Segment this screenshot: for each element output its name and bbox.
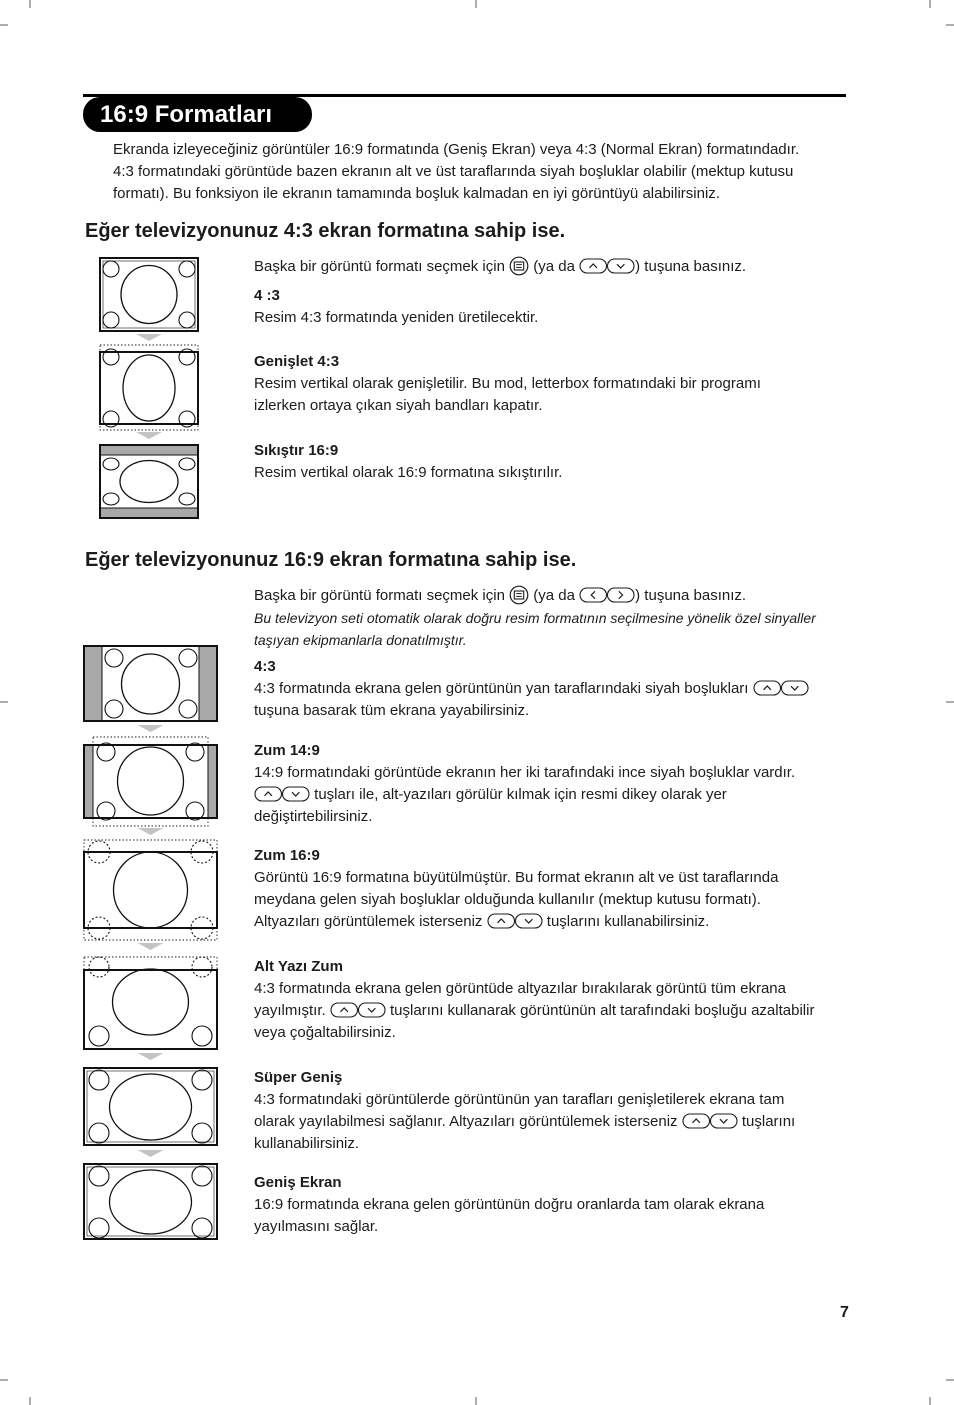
illustration-super-wide [84,1068,217,1145]
format-description: 14:9 formatındaki görüntüde ekranın her iki tarafındaki ince siyah boşluklar vardır. [254,764,796,781]
format-item-super-wide [254,1067,795,1155]
instruction-text: ) tuşuna basınız. [635,587,747,604]
black-bar [84,745,93,818]
format-description: değiştirtebilirsiniz. [254,808,373,825]
up-down-keys-icon [753,680,809,696]
description-text: tuşları ile, alt-yazıları görülür kılmak için resmi dikey olarak yer [310,786,727,803]
instruction-text: Başka bir görüntü formatı seçmek için [254,587,510,604]
format-title: Zum 16:9 [254,847,320,864]
up-down-keys-icon [330,1002,386,1018]
format-description: Görüntü 16:9 formatına büyütülmüştür. Bu format ekranın alt ve üst taraflarında [254,869,779,886]
illustration-4-3 [100,258,198,331]
format-description: 4:3 formatındaki görüntülerde görüntünün yan tarafları genişletilerek ekrana tam [254,1091,785,1108]
left-right-keys-icon [579,587,635,603]
intro-line: formatı). Bu fonksiyon ile ekranın tamamında boşluk kalmadan en iyi görüntüyü alabilirsiniz. [113,185,720,202]
format-title: Alt Yazı Zum [254,958,343,975]
format-button-icon [509,585,529,605]
format-description: meydana gelen siyah boşluklar olduğunda kullanılır (mektup kutusu formatı). [254,891,761,908]
format-item-subtitle-zoom [254,956,814,1044]
page-number: 7 [840,1304,849,1321]
down-arrow-icon [138,1150,164,1157]
format-item-compress-16-9 [254,440,562,484]
page-title-text: 16:9 Formatları [100,101,273,128]
illustration-expand-4-3 [100,345,198,430]
illustration-compress-16-9 [100,445,198,518]
description-text: 4:3 formatında ekrana gelen görüntünün yan taraflarındaki siyah boşlukları [254,680,753,697]
intro-paragraph [113,139,799,205]
format-item-expand-4-3 [254,351,761,417]
format-item-wide-screen [254,1172,764,1238]
instruction-text: (ya da [529,587,580,604]
screen-background [84,1164,217,1239]
format-description: 16:9 formatında ekrana gelen görüntünün doğru oranlarda tam olarak ekrana [254,1196,765,1213]
down-arrow-icon [136,432,162,439]
instruction-16-9 [254,585,816,651]
description-text: Altyazıları görüntülemek isterseniz [254,913,487,930]
down-arrow-icon [138,1053,164,1060]
format-description: kullanabilirsiniz. [254,1135,360,1152]
down-arrow-icon [138,828,164,835]
format-description [254,1111,795,1133]
auto-format-note: taşıyan ekipmanlarla donatılmıştır. [254,632,467,648]
black-bar [100,508,198,518]
instruction-line [254,256,746,278]
format-item-zoom-14-9 [254,740,795,828]
black-bar [100,445,198,455]
format-description [254,911,778,933]
description-text: olarak yayılabilmesi sağlanır. Altyazıları görüntülemek isterseniz [254,1113,682,1130]
black-bar [199,646,217,721]
screen-background [100,445,198,518]
format-title: Sıkıştır 16:9 [254,442,339,459]
illustration-4-3-on-wide [84,646,217,721]
screen-background [84,852,217,928]
description-text: yayılmıştır. [254,1002,330,1019]
illustration-zoom-14-9 [84,737,217,826]
format-title: Süper Geniş [254,1069,343,1086]
screen-background [84,1068,217,1145]
instruction-line [254,585,816,607]
down-arrow-icon [138,725,164,732]
screen-background [84,970,217,1049]
instruction-text: ) tuşuna basınız. [635,258,747,275]
screen-background [100,258,198,331]
format-title: Geniş Ekran [254,1174,342,1191]
format-description [254,1000,814,1022]
instruction-text: (ya da [529,258,580,275]
page-title [83,97,312,132]
down-arrow-icon [138,943,164,950]
description-text: tuşlarını kullanarak görüntünün alt tarafındaki boşluğu azaltabilir [385,1002,815,1019]
format-item-4-3 [254,285,538,329]
illustration-subtitle-zoom [84,957,217,1049]
format-description: 4:3 formatında ekrana gelen görüntüde altyazılar bırakılarak görüntü tüm ekrana [254,980,786,997]
intro-line: 4:3 formatındaki görüntüde bazen ekranın alt ve üst taraflarında siyah boşluklar olabilir (mektup kutusu [113,163,794,180]
instruction-text: Başka bir görüntü formatı seçmek için [254,258,510,275]
format-title: 4:3 [254,658,276,675]
instruction-4-3 [254,256,746,278]
intro-line: Ekranda izleyeceğiniz görüntüler 16:9 formatında (Geniş Ekran) veya 4:3 (Normal Ekran) formatındadır. [113,141,800,158]
description-text: tuşlarını kullanabilirsiniz. [542,913,710,930]
section-heading-4-3: Eğer televizyonunuz 4:3 ekran formatına sahip ise. [85,220,566,242]
format-description: izlerken ortaya çıkan siyah bandları kapatır. [254,397,543,414]
format-description [254,678,809,700]
down-arrow-icon [136,334,162,341]
up-down-keys-icon [579,258,635,274]
up-down-keys-icon [682,1113,738,1129]
illustration-zoom-16-9 [84,840,217,940]
format-description: Resim vertikal olarak genişletilir. Bu mod, letterbox formatındaki bir programı [254,375,761,392]
format-description: yayılmasını sağlar. [254,1218,379,1235]
format-button-icon [509,256,529,276]
illustration-wide-screen [84,1164,217,1239]
screen-background [100,352,198,424]
screen-background [84,745,217,818]
black-bar [84,646,102,721]
auto-format-note: Bu televizyon seti otomatik olarak doğru resim formatının seçilmesine yönelik özel sinyaller [254,610,816,626]
format-description: tuşuna basarak tüm ekrana yayabilirsiniz. [254,702,530,719]
format-title: Zum 14:9 [254,742,320,759]
format-description: Resim 4:3 formatında yeniden üretilecektir. [254,309,539,326]
up-down-keys-icon [254,786,310,802]
black-bar [208,745,217,818]
format-description [254,784,795,806]
format-description: veya çoğaltabilirsiniz. [254,1024,396,1041]
format-title: 4 :3 [254,287,280,304]
format-description: Resim vertikal olarak 16:9 formatına sıkıştırılır. [254,464,563,481]
format-title: Genişlet 4:3 [254,353,340,370]
format-item-zoom-16-9 [254,845,778,933]
format-item-4-3-wide [254,656,809,722]
section-heading-16-9: Eğer televizyonunuz 16:9 ekran formatına sahip ise. [85,549,577,571]
up-down-keys-icon [487,913,543,929]
description-text: tuşlarını [737,1113,796,1130]
